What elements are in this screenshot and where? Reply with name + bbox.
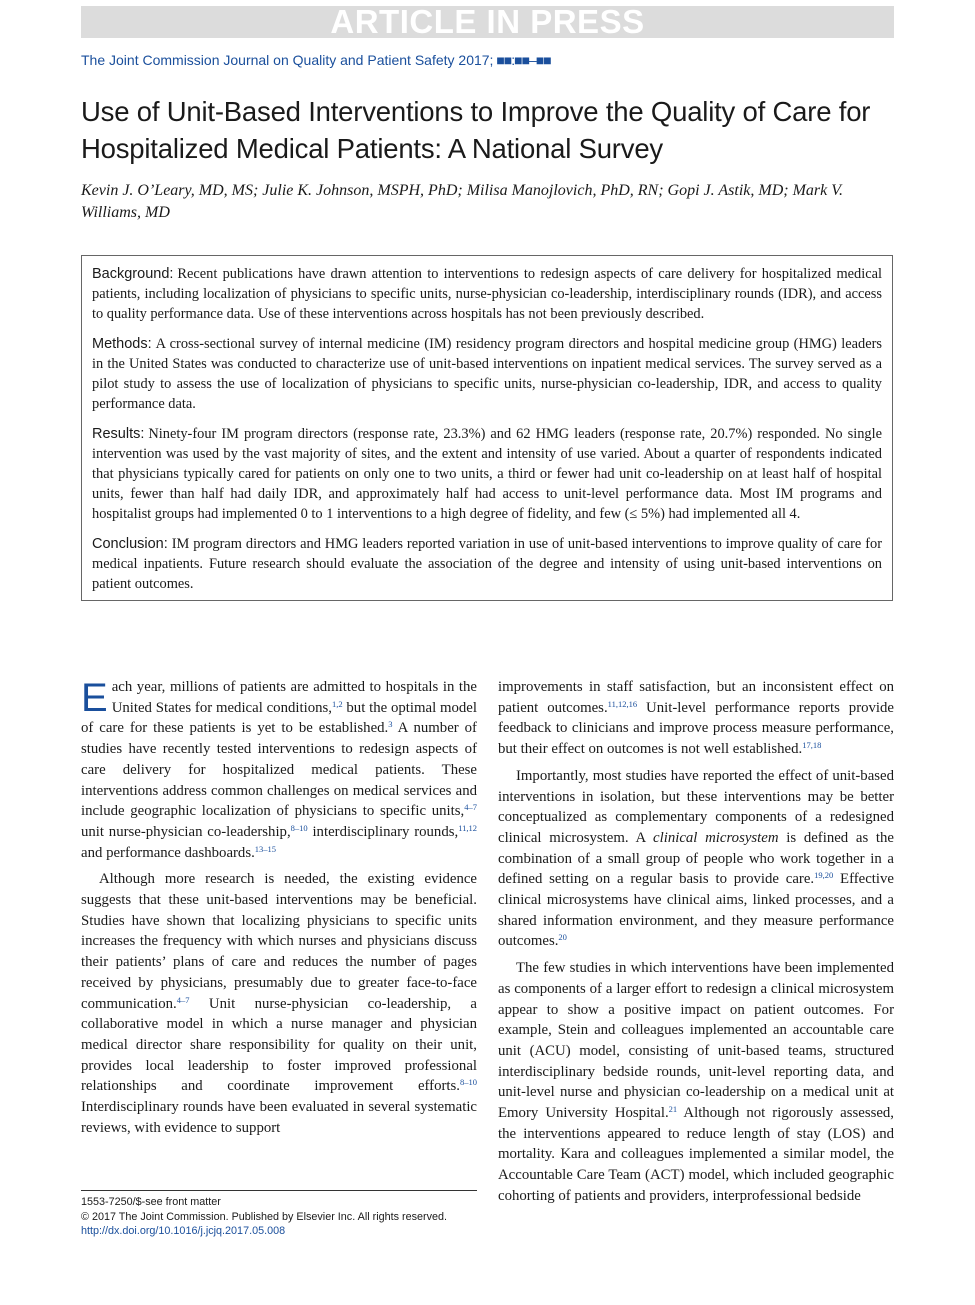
- text-run: interdisciplinary rounds,: [307, 823, 459, 840]
- background-label: Background:: [92, 266, 174, 282]
- text-run: Although not rigorously assessed, the interventions appeared to reduce length of stay (LOS) and mortality. Kara and colleagues implemented a similar model, the Accountable Care Team (ACT) model, which included geographic cohorting of patients and providers, interprofessional bedside: [498, 1105, 894, 1204]
- text-run: The few studies in which interventions have been implemented as components of a larger effort to redesign a clinical microsystem appear to show a positive impact on patient outcomes. For example, Stein and colleagues implemented an accountable care unit (ACU) model, consisting of unit-based teams, structured interdisciplinary bedside rounds, unit-level reporting data, and unit-level nurse and physician co-leadership on a medical unit at Emory University Hospital.: [498, 960, 894, 1122]
- citation-link[interactable]: 8–10: [290, 822, 308, 833]
- background-text: Recent publications have drawn attention to interventions to redesign aspects of care delivery for hospitalized medical patients, including localization of physicians to specific units, nurse-physician co-leadership, interdisciplinary rounds (IDR), and access to quality performance data. Use of these interventions across hospitals has not been previously described.: [92, 266, 882, 322]
- text-run: Although more research is needed, the existing evidence suggests that these unit-based interventions may be beneficial. Studies have shown that localizing physicians to specific units increases the frequency with which nurses and physicians discuss their patients’ plans of care and reduces the number of pages received by physicians, presumably due to greater face-to-face communication.: [81, 871, 477, 1012]
- citation-link[interactable]: 3: [388, 719, 393, 730]
- text-run: is defined as the combination of a small group of people who work together in a defined setting on a regular basis to provide care.: [498, 829, 895, 888]
- methods-text: A cross-sectional survey of internal medicine (IM) residency program directors and hospital medicine group (HMG) leaders in the United States was conducted to characterize use of unit-based interventions on inpatient medical services. The survey served as a pilot study to assess the use of localization of physicians to specific units, nurse-physician co-leadership, IDR, and access to quality performance data.: [92, 336, 882, 412]
- conclusion-label: Conclusion:: [92, 536, 168, 552]
- citation-link[interactable]: 4–7: [176, 994, 190, 1005]
- text-run: unit nurse-physician co-leadership,: [81, 823, 291, 840]
- body-paragraph-3: [498, 677, 894, 760]
- text-run: improvements in staff satisfaction, but an inconsistent effect on patient outcomes.: [498, 679, 894, 716]
- text-run: Effective clinical microsystems have clinical aims, linked processes, and a shared information environment, and they measure performance outcomes.: [498, 871, 894, 950]
- journal-name: The Joint Commission Journal on Quality and Patient Safety 2017;: [81, 52, 494, 68]
- abstract-box: [81, 255, 893, 601]
- copyright-line: © 2017 The Joint Commission. Published by Elsevier Inc. All rights reserved.: [81, 1210, 448, 1223]
- body-paragraph-5: [498, 958, 894, 1206]
- journal-pages: ■■:■■–■■: [493, 52, 551, 68]
- citation-link[interactable]: 8–10: [460, 1077, 477, 1088]
- citation-link[interactable]: 1,2: [331, 698, 343, 709]
- body-paragraph-2: [81, 869, 477, 1138]
- emphasis-term: clinical microsystem: [653, 829, 779, 846]
- article-in-press-banner: ARTICLE IN PRESS: [81, 6, 894, 38]
- body-column-left: [81, 677, 477, 1138]
- abstract-conclusion: [92, 534, 882, 594]
- results-text: Ninety-four IM program directors (response rate, 23.3%) and 62 HMG leaders (response rate, 20.7%) responded. No single intervention was used by the vast majority of sites, and the extent and intensity of use varied. About a quarter of respondents indicated that physicians typically cared for patients on only one to two units, a third or fewer had unit co-leadership on at least half of hospital units, fewer than half had daily IDR, and approximately half had access to unit-level performance data. Most IM programs and hospitalist groups had implemented 0 to 1 interventions to a high degree of fidelity, and few (≤ 5%) had implemented all 4.: [92, 426, 882, 522]
- doi-link[interactable]: http://dx.doi.org/10.1016/j.jcjq.2017.05.008: [81, 1225, 286, 1237]
- text-run: and performance dashboards.: [81, 844, 255, 861]
- text-run: A number of studies have recently tested interventions to redesign aspects of care delivery for hospitalized medical patients. These interventions address common challenges on medical services and include geographic localization of physicians to specific units,: [81, 720, 477, 820]
- citation-link[interactable]: 13–15: [254, 843, 277, 854]
- text-run: ach year, millions of patients are admitted to hospitals in the United States for medical conditions,: [111, 679, 477, 716]
- citation-link[interactable]: 21: [668, 1104, 678, 1115]
- abstract-results: [92, 424, 882, 524]
- results-label: Results:: [92, 426, 145, 442]
- citation-link[interactable]: 17,18: [802, 740, 822, 751]
- author-list: Kevin J. O’Leary, MD, MS; Julie K. Johnson, MSPH, PhD; Milisa Manojlovich, PhD, RN; Gopi J. Astik, MD; Mark V. Williams, MD: [81, 182, 843, 221]
- body-column-right: [498, 677, 894, 1207]
- citation-link[interactable]: 20: [558, 932, 567, 943]
- journal-citation[interactable]: [81, 52, 551, 68]
- issn-line: 1553-7250/$-see front matter: [81, 1196, 221, 1208]
- drop-cap: E: [81, 676, 108, 720]
- text-run: but the optimal model of care for these patients is yet to be established.: [81, 699, 477, 737]
- citation-link[interactable]: 4–7: [464, 802, 477, 813]
- article-title: Use of Unit-Based Interventions to Improve the Quality of Care for Hospitalized Medical Patients: A National Survey: [81, 96, 871, 164]
- citation-link[interactable]: 11,12,16: [607, 698, 638, 709]
- citation-link[interactable]: 19,20: [814, 870, 834, 881]
- text-run: Interdisciplinary rounds have been evaluated in several systematic reviews, with evidence to support: [81, 1099, 477, 1136]
- text-run: Unit nurse-physician co-leadership, a collaborative model in which a nurse manager and physician medical director share responsibility for quality on their unit, provides local leadership to foster improved professional relationships and coordinate improvement efforts.: [81, 995, 477, 1095]
- text-run: Importantly, most studies have reported the effect of unit-based interventions in isolation, but these interventions may be better conceptualized as complementary components of a redesigned clinical microsystem. A: [498, 767, 894, 846]
- citation-link[interactable]: 11,12: [458, 822, 477, 833]
- text-run: Unit-level performance reports provide feedback to clinicians and improve process measure performance, but their effect on outcomes is not well established.: [498, 699, 895, 758]
- footer-notes: [81, 1190, 477, 1239]
- body-paragraph-1: [81, 677, 477, 863]
- abstract-methods: [92, 334, 882, 414]
- body-paragraph-4: [498, 766, 894, 952]
- conclusion-text: IM program directors and HMG leaders reported variation in use of unit-based interventions to improve quality of care for medical inpatients. Future research should evaluate the association of the degree and intensity of using unit-based interventions on patient outcomes.: [92, 536, 882, 592]
- methods-label: Methods:: [92, 336, 152, 352]
- abstract-background: [92, 264, 882, 324]
